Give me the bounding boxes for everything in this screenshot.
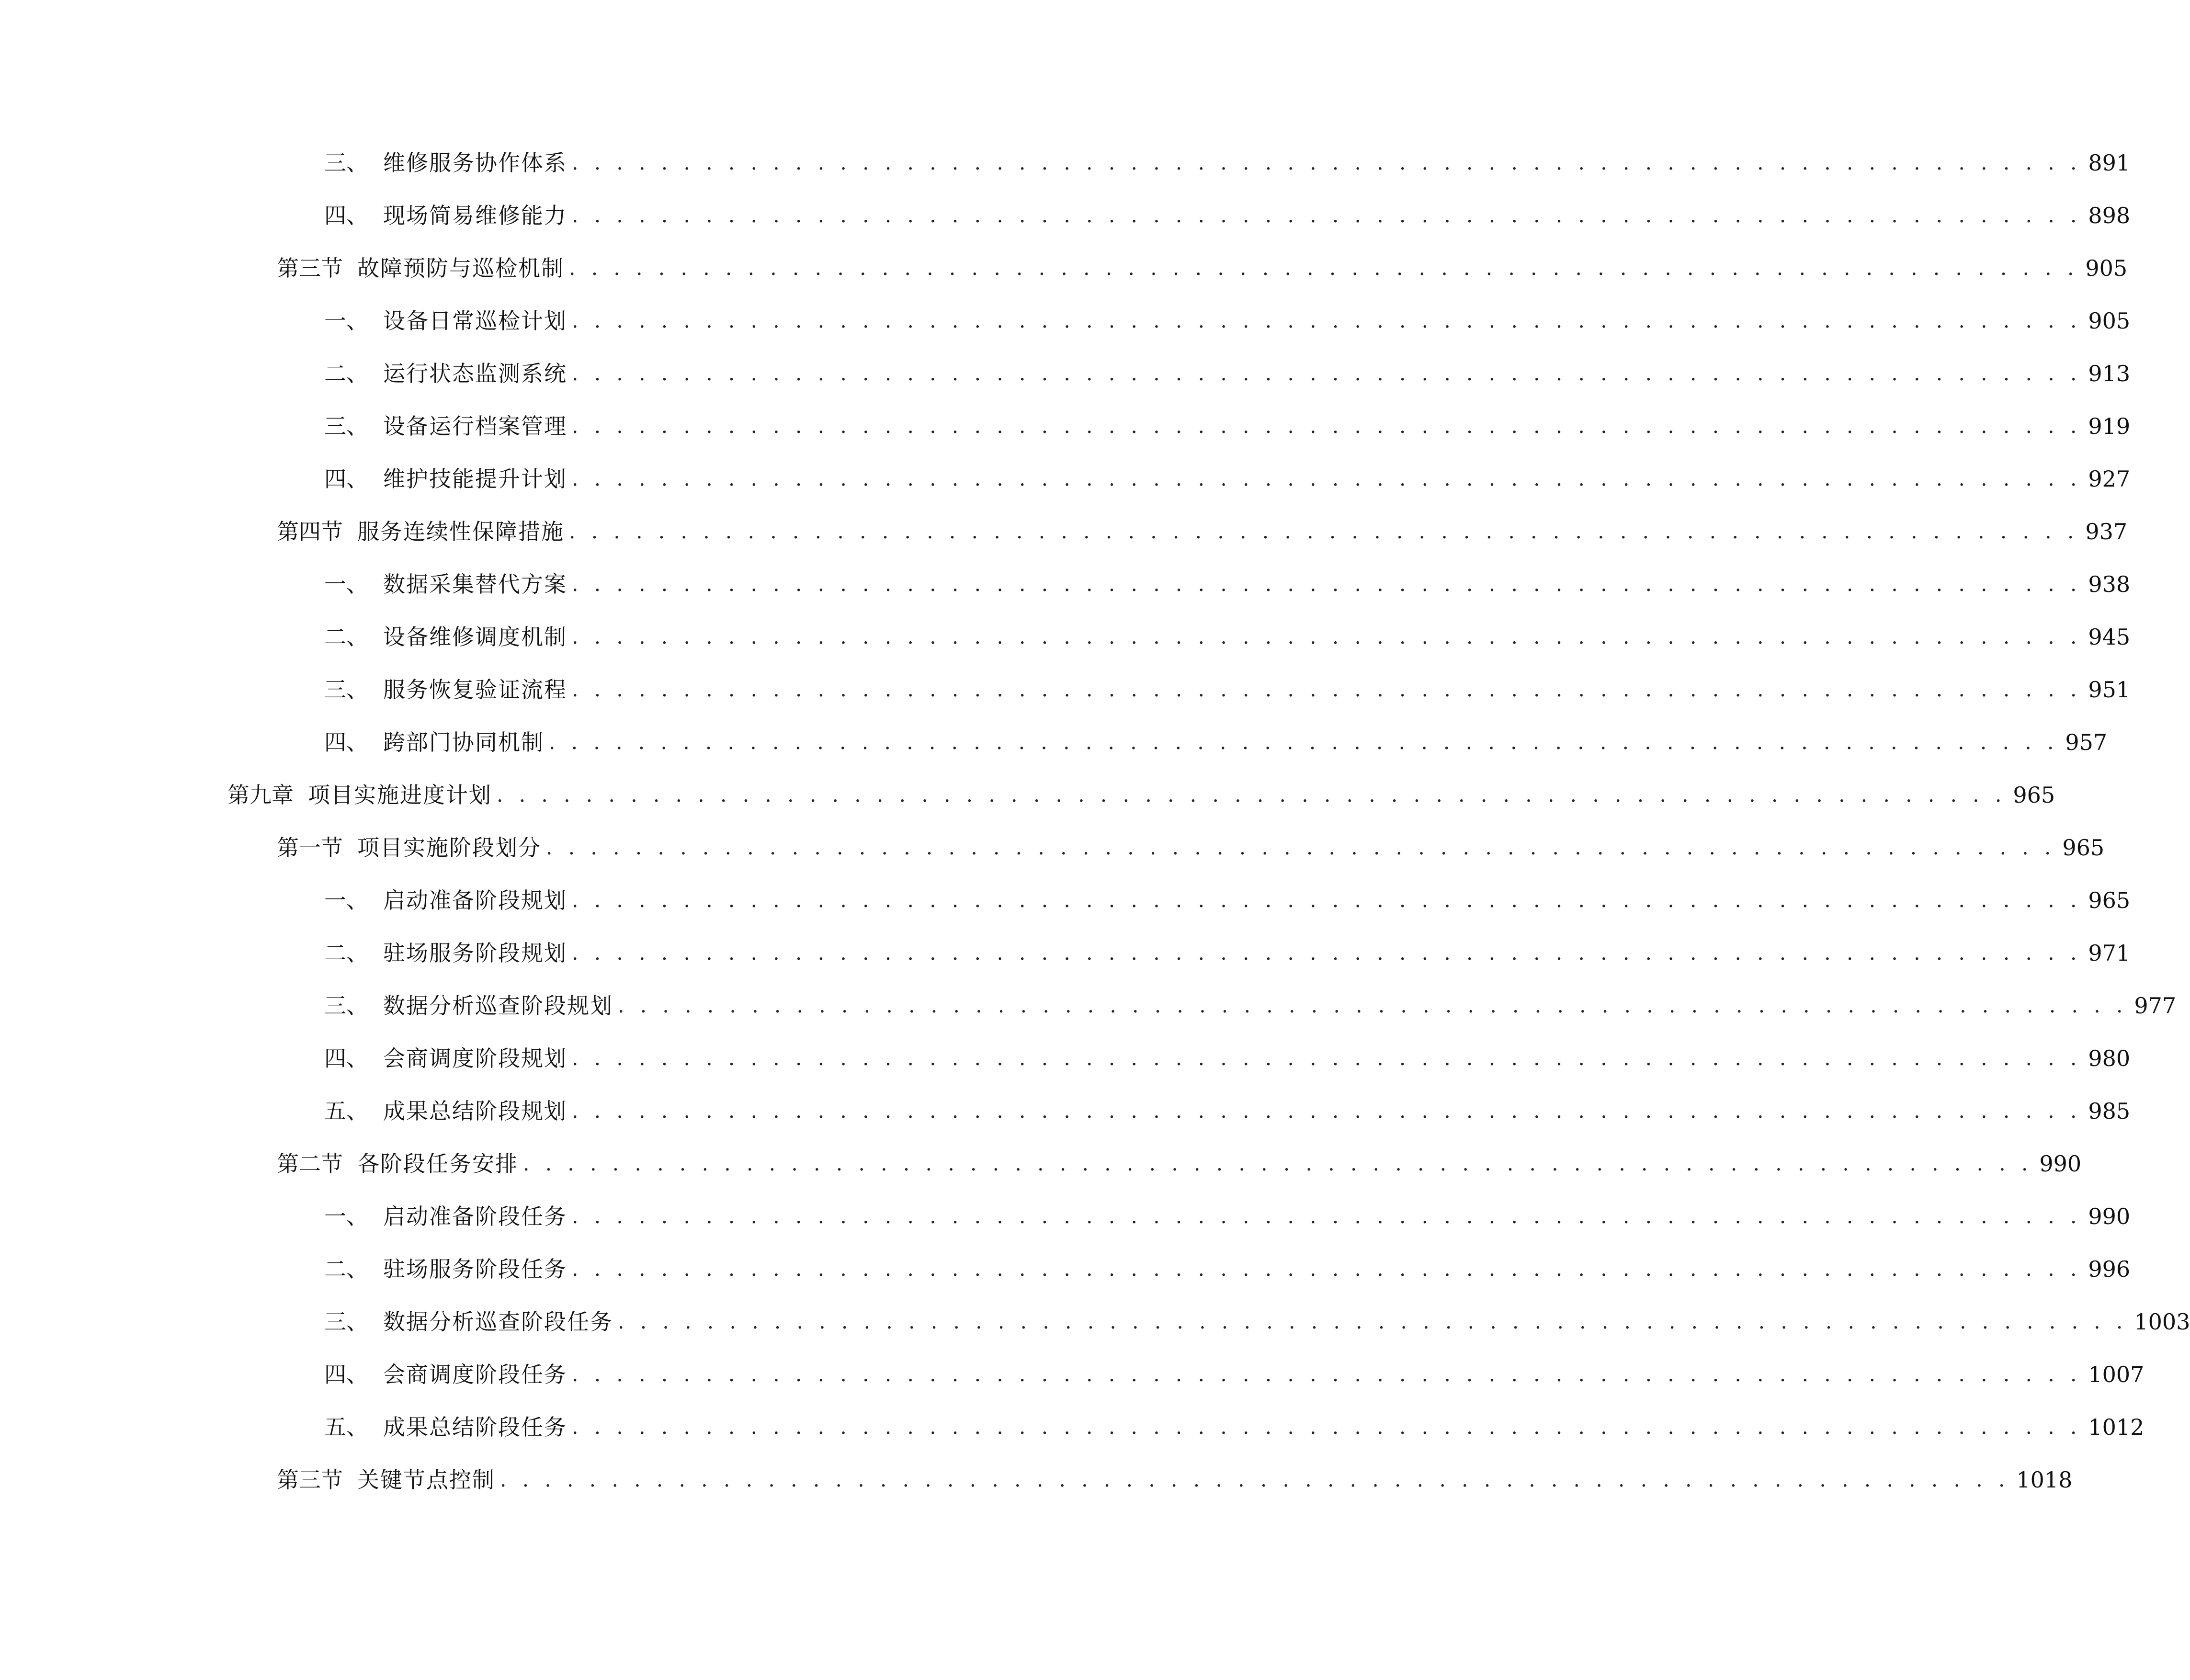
toc-dot-leader: . . . . . . . . . . . . . . . . . . . . . . . . . . . . . . . . . . . . . . . . . . . . . . . . . . . . . . . . . . . . . . . . . . . .	[572, 888, 2082, 912]
toc-entry-number: 第九章	[227, 782, 294, 808]
toc-entry-page: 913	[2088, 361, 2131, 386]
toc-entry-page: 965	[2088, 887, 2131, 913]
toc-entry-page: 891	[2088, 150, 2131, 176]
toc-entry-number: 第三节	[277, 1467, 343, 1493]
toc-entry-page: 938	[2088, 571, 2131, 597]
toc-entry-title: 设备运行档案管理	[383, 413, 567, 439]
toc-entry-title: 项目实施进度计划	[308, 782, 492, 808]
toc-entry-page: 1012	[2088, 1414, 2145, 1440]
toc-entry[interactable]	[324, 1250, 2131, 1288]
toc-entry-number: 一、	[324, 887, 368, 913]
toc-entry[interactable]	[324, 1197, 2131, 1236]
toc-entry-number: 二、	[324, 1256, 368, 1282]
toc-entry-title: 故障预防与巡检机制	[357, 255, 564, 281]
toc-entry-title: 数据分析巡查阶段规划	[383, 993, 613, 1019]
toc-entry-number: 一、	[324, 308, 368, 334]
toc-dot-leader: . . . . . . . . . . . . . . . . . . . . . . . . . . . . . . . . . . . . . . . . . . . . . . . . . . . . . . . . . . . . . . . . . . . .	[618, 994, 2128, 1017]
toc-entry-number: 二、	[324, 361, 368, 386]
toc-dot-leader: . . . . . . . . . . . . . . . . . . . . . . . . . . . . . . . . . . . . . . . . . . . . . . . . . . . . . . . . . . . . . . . . . . . .	[572, 467, 2082, 490]
toc-entry-title: 会商调度阶段任务	[383, 1362, 567, 1387]
toc-dot-leader: . . . . . . . . . . . . . . . . . . . . . . . . . . . . . . . . . . . . . . . . . . . . . . . . . . . . . . . . . . . . . . . . . . . .	[572, 572, 2082, 596]
toc-entry-page: 990	[2039, 1151, 2082, 1177]
toc-entry-title: 数据采集替代方案	[383, 571, 567, 597]
toc-dot-leader: . . . . . . . . . . . . . . . . . . . . . . . . . . . . . . . . . . . . . . . . . . . . . . . . . . . . . . . . . . . . . . . . . . . .	[572, 362, 2082, 385]
toc-entry[interactable]	[324, 460, 2131, 498]
toc-entry-title: 会商调度阶段规划	[383, 1045, 567, 1071]
toc-entry[interactable]	[324, 1039, 2131, 1078]
toc-entry-title: 驻场服务阶段任务	[383, 1256, 567, 1282]
toc-entry[interactable]	[277, 1461, 2073, 1499]
toc-entry-number: 四、	[324, 1045, 368, 1071]
toc-entry[interactable]	[324, 1303, 2190, 1341]
toc-entry[interactable]	[324, 302, 2131, 340]
toc-entry-title: 成果总结阶段任务	[383, 1414, 567, 1440]
toc-entry-number: 四、	[324, 466, 368, 492]
toc-entry[interactable]	[324, 723, 2108, 761]
toc-dot-leader: . . . . . . . . . . . . . . . . . . . . . . . . . . . . . . . . . . . . . . . . . . . . . . . . . . . . . . . . . . . . . . . . . . . .	[572, 1099, 2082, 1123]
toc-entry-page: 965	[2062, 835, 2105, 861]
toc-dot-leader: . . . . . . . . . . . . . . . . . . . . . . . . . . . . . . . . . . . . . . . . . . . . . . . . . . . . . . . . . . . . . . . . . . . .	[497, 783, 2007, 806]
toc-entry-page: 945	[2088, 624, 2131, 650]
toc-entry-title: 项目实施阶段划分	[357, 835, 541, 861]
toc-entry[interactable]	[324, 1408, 2145, 1446]
toc-dot-leader: . . . . . . . . . . . . . . . . . . . . . . . . . . . . . . . . . . . . . . . . . . . . . . . . . . . . . . . . . . . . . . . . . . . .	[500, 1468, 2010, 1491]
toc-entry-number: 四、	[324, 1362, 368, 1387]
toc-entry-title: 驻场服务阶段规划	[383, 940, 567, 966]
toc-dot-leader: . . . . . . . . . . . . . . . . . . . . . . . . . . . . . . . . . . . . . . . . . . . . . . . . . . . . . . . . . . . . . . . . . . . .	[549, 730, 2059, 754]
toc-entry[interactable]	[324, 934, 2131, 972]
toc-dot-leader: . . . . . . . . . . . . . . . . . . . . . . . . . . . . . . . . . . . . . . . . . . . . . . . . . . . . . . . . . . . . . . . . . . . .	[572, 625, 2082, 648]
toc-entry-title: 关键节点控制	[357, 1467, 495, 1493]
toc-entry[interactable]	[324, 618, 2131, 656]
toc-entry[interactable]	[324, 354, 2131, 393]
toc-entry[interactable]	[324, 1355, 2145, 1394]
toc-entry-number: 一、	[324, 571, 368, 597]
toc-entry[interactable]	[324, 565, 2131, 603]
toc-entry-page: 1018	[2016, 1467, 2073, 1493]
toc-entry-number: 二、	[324, 940, 368, 966]
toc-entry-page: 985	[2088, 1098, 2131, 1124]
toc-entry-title: 启动准备阶段规划	[383, 887, 567, 913]
toc-entry-page: 951	[2088, 677, 2131, 703]
toc-entry-page: 905	[2088, 308, 2131, 334]
toc-entry-number: 第四节	[277, 519, 343, 545]
toc-dot-leader: . . . . . . . . . . . . . . . . . . . . . . . . . . . . . . . . . . . . . . . . . . . . . . . . . . . . . . . . . . . . . . . . . . . .	[523, 1152, 2033, 1175]
toc-entry[interactable]	[277, 829, 2105, 867]
toc-entry-page: 927	[2088, 466, 2131, 492]
toc-entry-number: 三、	[324, 1309, 368, 1335]
toc-entry[interactable]	[324, 987, 2177, 1025]
toc-entry-number: 五、	[324, 1098, 368, 1124]
toc-entry-title: 维修服务协作体系	[383, 150, 567, 176]
toc-entry[interactable]	[324, 881, 2131, 919]
toc-entry-page: 898	[2088, 203, 2131, 228]
toc-entry-number: 三、	[324, 677, 368, 703]
toc-entry-page: 990	[2088, 1203, 2131, 1229]
toc-entry-title: 运行状态监测系统	[383, 361, 567, 386]
toc-entry-number: 第一节	[277, 835, 343, 861]
toc-entry-page: 957	[2065, 729, 2108, 755]
toc-entry-page: 965	[2013, 782, 2055, 808]
toc-entry-title: 各阶段任务安排	[357, 1151, 518, 1177]
toc-entry-page: 996	[2088, 1256, 2131, 1282]
toc-dot-leader: . . . . . . . . . . . . . . . . . . . . . . . . . . . . . . . . . . . . . . . . . . . . . . . . . . . . . . . . . . . . . . . . . . . .	[572, 1415, 2082, 1439]
toc-dot-leader: . . . . . . . . . . . . . . . . . . . . . . . . . . . . . . . . . . . . . . . . . . . . . . . . . . . . . . . . . . . . . . . . . . . .	[572, 204, 2082, 227]
toc-entry-page: 980	[2088, 1045, 2131, 1071]
toc-dot-leader: . . . . . . . . . . . . . . . . . . . . . . . . . . . . . . . . . . . . . . . . . . . . . . . . . . . . . . . . . . . . . . . . . . . .	[572, 151, 2082, 174]
toc-entry-title: 启动准备阶段任务	[383, 1203, 567, 1229]
toc-entry-number: 第二节	[277, 1151, 343, 1177]
toc-entry-page: 1007	[2088, 1362, 2145, 1387]
toc-dot-leader: . . . . . . . . . . . . . . . . . . . . . . . . . . . . . . . . . . . . . . . . . . . . . . . . . . . . . . . . . . . . . . . . . . . .	[618, 1310, 2128, 1333]
toc-entry-page: 971	[2088, 940, 2131, 966]
toc-dot-leader: . . . . . . . . . . . . . . . . . . . . . . . . . . . . . . . . . . . . . . . . . . . . . . . . . . . . . . . . . . . . . . . . . . . .	[572, 941, 2082, 965]
toc-dot-leader: . . . . . . . . . . . . . . . . . . . . . . . . . . . . . . . . . . . . . . . . . . . . . . . . . . . . . . . . . . . . . . . . . . . .	[569, 520, 2079, 543]
toc-dot-leader: . . . . . . . . . . . . . . . . . . . . . . . . . . . . . . . . . . . . . . . . . . . . . . . . . . . . . . . . . . . . . . . . . . . .	[572, 309, 2082, 332]
toc-entry-page: 919	[2088, 413, 2131, 439]
toc-entry-page: 1003	[2134, 1309, 2190, 1335]
toc-entry-page: 905	[2085, 255, 2128, 281]
toc-entry-page: 937	[2085, 519, 2128, 545]
toc-entry[interactable]	[277, 512, 2128, 551]
toc-entry[interactable]	[227, 776, 2055, 814]
toc-entry-page: 977	[2134, 993, 2177, 1019]
toc-entry[interactable]	[324, 670, 2131, 709]
toc-dot-leader: . . . . . . . . . . . . . . . . . . . . . . . . . . . . . . . . . . . . . . . . . . . . . . . . . . . . . . . . . . . . . . . . . . . .	[572, 1362, 2082, 1386]
toc-entry[interactable]	[324, 144, 2131, 182]
toc-entry-number: 第三节	[277, 255, 343, 281]
toc-entry-number: 五、	[324, 1414, 368, 1440]
toc-dot-leader: . . . . . . . . . . . . . . . . . . . . . . . . . . . . . . . . . . . . . . . . . . . . . . . . . . . . . . . . . . . . . . . . . . . .	[569, 256, 2079, 280]
toc-entry-number: 四、	[324, 729, 368, 755]
toc-entry-number: 三、	[324, 993, 368, 1019]
toc-dot-leader: . . . . . . . . . . . . . . . . . . . . . . . . . . . . . . . . . . . . . . . . . . . . . . . . . . . . . . . . . . . . . . . . . . . .	[546, 836, 2056, 859]
toc-dot-leader: . . . . . . . . . . . . . . . . . . . . . . . . . . . . . . . . . . . . . . . . . . . . . . . . . . . . . . . . . . . . . . . . . . . .	[572, 678, 2082, 701]
toc-entry-title: 服务恢复验证流程	[383, 677, 567, 703]
toc-entry-number: 二、	[324, 624, 368, 650]
toc-entry-number: 一、	[324, 1203, 368, 1229]
toc-entry-title: 成果总结阶段规划	[383, 1098, 567, 1124]
toc-dot-leader: . . . . . . . . . . . . . . . . . . . . . . . . . . . . . . . . . . . . . . . . . . . . . . . . . . . . . . . . . . . . . . . . . . . .	[572, 414, 2082, 438]
toc-entry-number: 四、	[324, 203, 368, 228]
toc-entry[interactable]	[277, 249, 2128, 287]
toc-entry[interactable]	[324, 1092, 2131, 1130]
toc-entry-title: 现场简易维修能力	[383, 203, 567, 228]
toc-entry-title: 设备维修调度机制	[383, 624, 567, 650]
toc-entry-title: 设备日常巡检计划	[383, 308, 567, 334]
toc-entry-number: 三、	[324, 413, 368, 439]
toc-entry[interactable]	[277, 1145, 2082, 1183]
toc-entry-title: 服务连续性保障措施	[357, 519, 564, 545]
toc-entry-title: 数据分析巡查阶段任务	[383, 1309, 613, 1335]
toc-dot-leader: . . . . . . . . . . . . . . . . . . . . . . . . . . . . . . . . . . . . . . . . . . . . . . . . . . . . . . . . . . . . . . . . . . . .	[572, 1257, 2082, 1281]
toc-entry-title: 维护技能提升计划	[383, 466, 567, 492]
toc-dot-leader: . . . . . . . . . . . . . . . . . . . . . . . . . . . . . . . . . . . . . . . . . . . . . . . . . . . . . . . . . . . . . . . . . . . .	[572, 1046, 2082, 1070]
toc-entry-title: 跨部门协同机制	[383, 729, 544, 755]
toc-dot-leader: . . . . . . . . . . . . . . . . . . . . . . . . . . . . . . . . . . . . . . . . . . . . . . . . . . . . . . . . . . . . . . . . . . . .	[572, 1204, 2082, 1228]
toc-entry[interactable]	[324, 196, 2131, 235]
toc-entry-number: 三、	[324, 150, 368, 176]
toc-entry[interactable]	[324, 407, 2131, 445]
